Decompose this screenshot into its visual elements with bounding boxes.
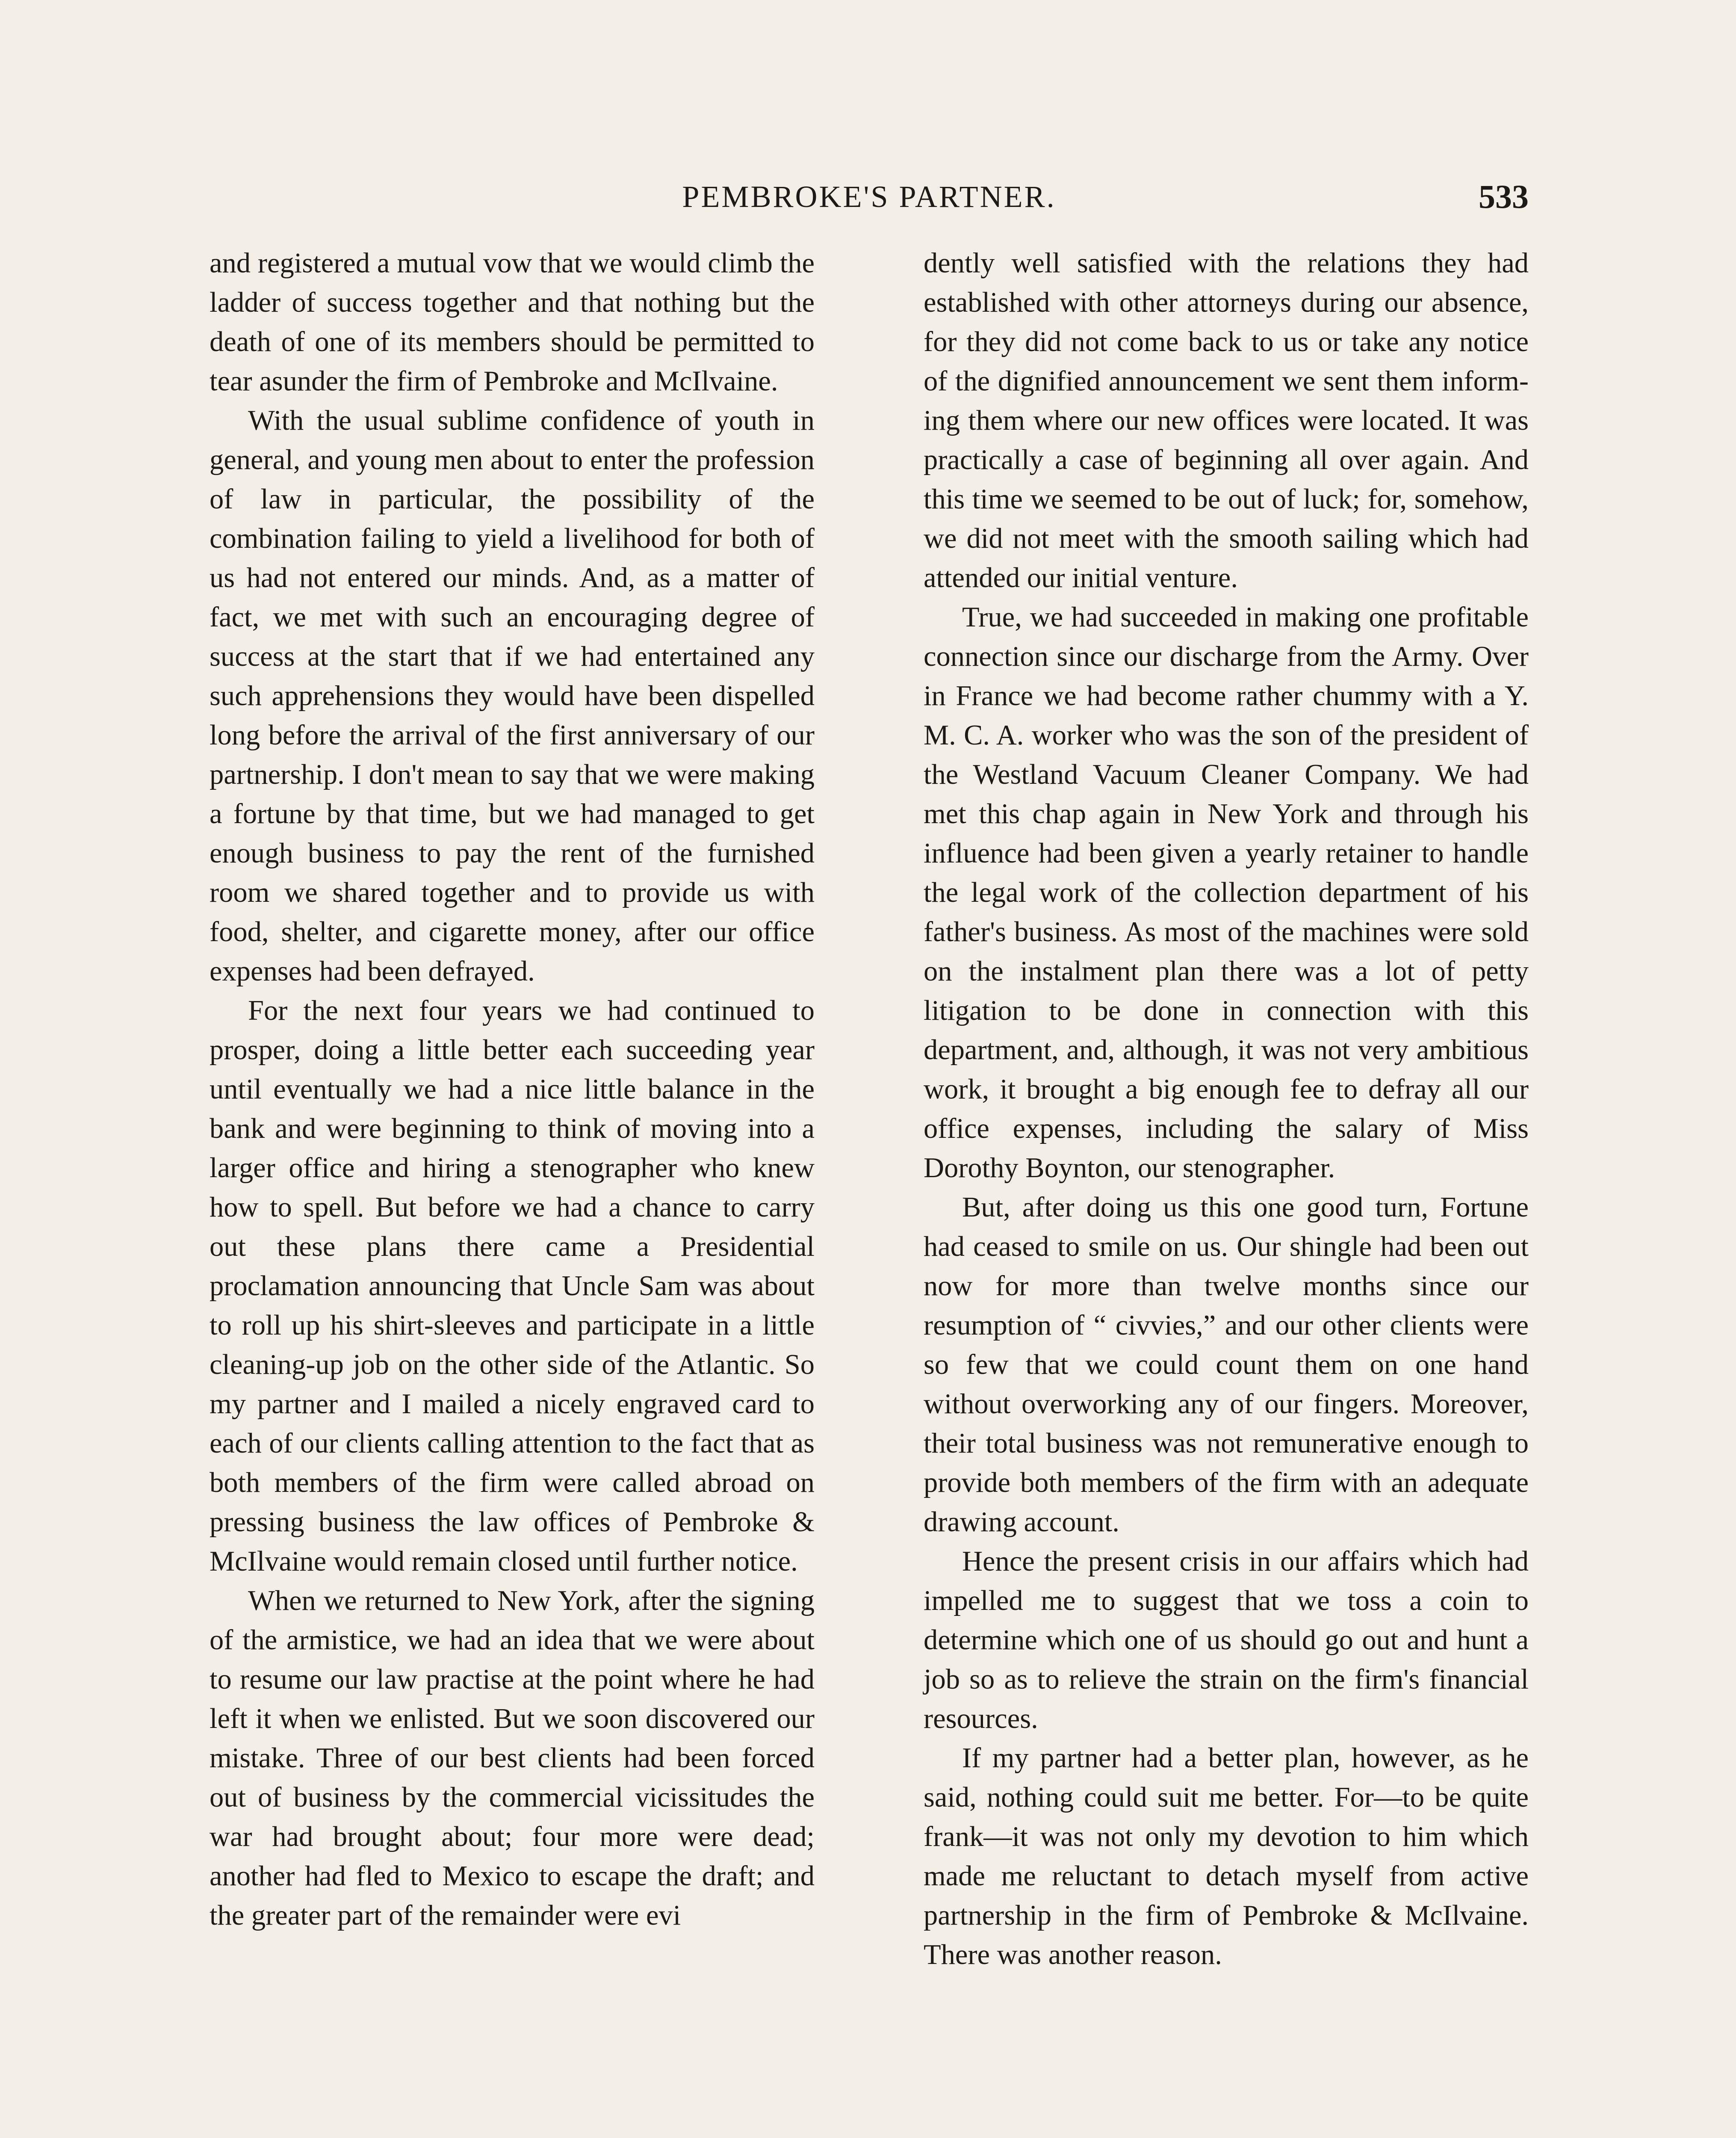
- paragraph: True, we had succeeded in making one profitable connection since our discharge from the Army. Over in France we had become rather chummy with a Y. M. C. A. worker who was the son of the president of the Westland Vacuum Cleaner Company. We had met this chap again in New York and through his influence had been given a yearly retainer to handle the legal work of the collection department of his father's business. As most of the machines were sold on the instalment plan there was a lot of petty litigation to be done in connection with this department, and, although, it was not very ambitious work, it brought a big enough fee to defray all our office expenses, including the salary of Miss Dorothy Boynton, our stenographer.: [924, 602, 1529, 1184]
- paragraph: and registered a mutual vow that we would climb the ladder of success together and that nothing but the death of one of its members should be permitted to tear asunder the firm of Pembroke and McIlvaine.: [210, 248, 815, 397]
- paragraph: But, after doing us this one good turn, Fortune had ceased to smile on us. Our shingle had been out now for more than twelve months since our resumption of “ civvies,” and our other clients were so few that we could count them on one hand without overworking any of our fingers. Moreover, their total business was not remunerative enough to provide both members of the firm with an adequate drawing account.: [924, 1192, 1529, 1538]
- paragraph: dently well satisfied with the relations they had established with other attorneys during our absence, for they did not come back to us or take any notice of the dignified announcement we sent them informing them where our new offices were located. It was practically a case of beginning all over again. And this time we seemed to be out of luck; for, somehow, we did not meet with the smooth sailing which had attended our initial venture.: [924, 248, 1529, 594]
- paragraph: When we returned to New York, after the signing of the armistice, we had an idea that we were about to resume our law practise at the point where he had left it when we enlisted. But we soon discovered our mistake. Three of our best clients had been forced out of business by the commercial vicissitudes the war had brought about; four more were dead; another had fled to Mexico to escape the draft; and the greater part of the remainder were evi: [210, 1585, 815, 1931]
- paragraph: With the usual sublime confidence of youth in general, and young men about to enter the profession of law in particular, the possibility of the combination failing to yield a livelihood for both of us had not entered our minds. And, as a matter of fact, we met with such an encouraging degree of success at the start that if we had entertained any such apprehensions they would have been dispelled long before the arrival of the first anniversary of our partnership. I don't mean to say that we were making a fortune by that time, but we had managed to get enough business to pay the rent of the furnished room we shared together and to provide us with food, shelter, and cigarette money, after our office expenses had been defrayed.: [210, 405, 815, 987]
- paragraph: If my partner had a better plan, however, as he said, nothing could suit me better. For—to be quite frank—it was not only my devotion to him which made me reluctant to detach myself from active partnership in the firm of Pembroke & McIlvaine. There was another reason.: [924, 1742, 1529, 1970]
- running-title: PEMBROKE'S PARTNER.: [682, 180, 1056, 214]
- right-column: [924, 244, 1529, 1975]
- page-header: [210, 173, 1529, 220]
- page-number: 533: [1479, 178, 1529, 215]
- paragraph: Hence the present crisis in our affairs which had impelled me to suggest that we toss a coin to determine which one of us should go out and hunt a job so as to relieve the strain on the firm's financial resources.: [924, 1546, 1529, 1734]
- left-column: [210, 244, 815, 1935]
- paragraph: For the next four years we had continued to prosper, doing a little better each succeeding year until eventually we had a nice little balance in the bank and were beginning to think of moving into a larger office and hiring a stenographer who knew how to spell. But before we had a chance to carry out these plans there came a Presidential proclamation announcing that Uncle Sam was about to roll up his shirt-sleeves and participate in a little cleaning-up job on the other side of the Atlantic. So my partner and I mailed a nicely engraved card to each of our clients calling attention to the fact that as both members of the firm were called abroad on pressing business the law offices of Pembroke & McIlvaine would remain closed until further notice.: [210, 995, 815, 1577]
